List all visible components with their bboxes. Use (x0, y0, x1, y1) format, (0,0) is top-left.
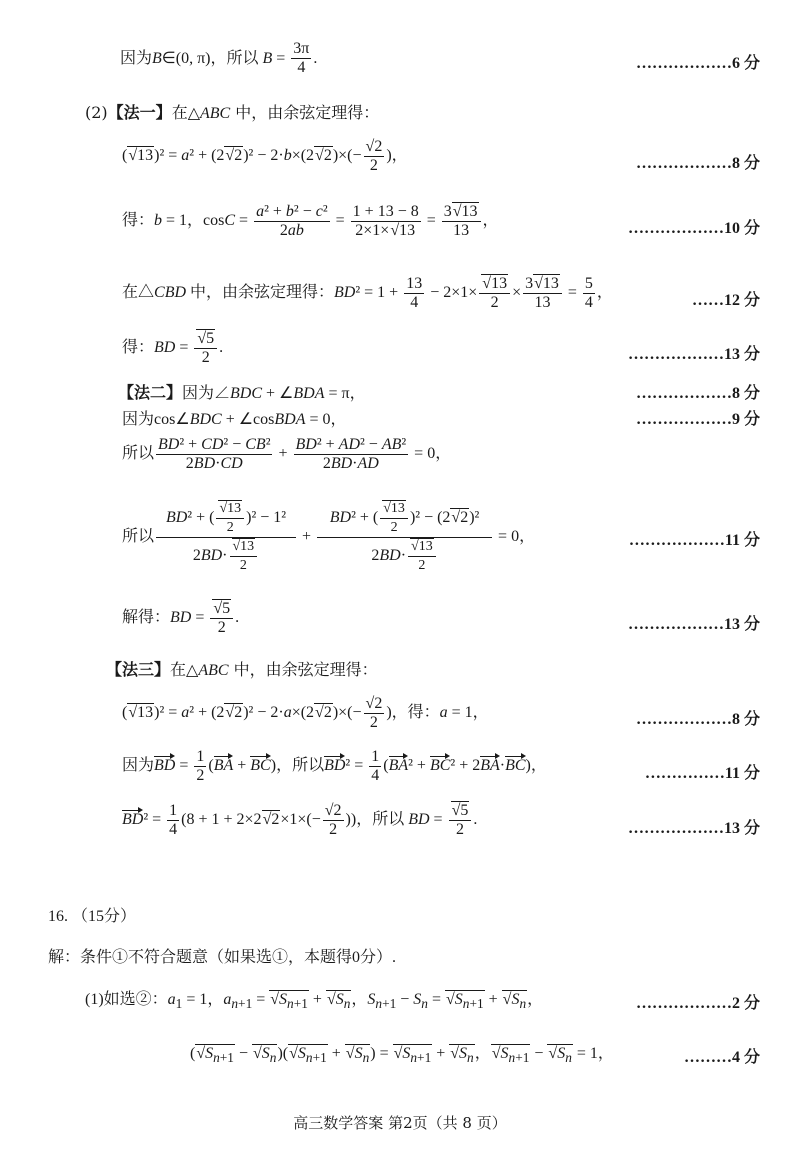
vector-bd-expression: 因为BD = $\frac{1}{2}$ (BA + BC)，所以BD² = $\frac{1}{4}$ (BA² + BC² + 2BA·BC)， (122, 748, 547, 784)
triangle-cbd-bd-squared: 在△CBD 中，由余弦定理得：BD² = 1 + $\frac{13}{4}$ − 2×1× $\frac{√13}{2}$ × $\frac{3√13}{13}$ = $\frac{5}{4}$ ， (122, 275, 613, 311)
method-three-heading: 【法三】在△ABC 中，由余弦定理得： (106, 660, 378, 679)
page-footer: 高三数学答案 第2页（共 8 页） (293, 1114, 507, 1132)
points-marker: ……………11 分 (644, 765, 760, 782)
points-marker: ………………10 分 (627, 220, 760, 237)
points-marker: ………………8 分 (635, 385, 760, 402)
option-two-setup: (1)如选②：$a_1 = 1$，$a_{n+1} = √S_{n+1} + √S_n$，$S_{n+1} - S_n = √S_{n+1} + √S_n$， (85, 991, 544, 1012)
method-one-heading: (2)【法一】在△ABC 中，由余弦定理得： (85, 103, 380, 122)
result-bd-method-two: 解得：BD = $\frac{√5}{2}$ . (122, 600, 240, 636)
points-marker: ………………8 分 (635, 155, 760, 172)
condition-note: 解：条件①不符合题意（如果选①，本题得0分）. (48, 949, 397, 966)
points-marker: ………………13 分 (627, 346, 760, 363)
result-bd-method-three: BD² = $\frac{1}{4}$ (8 + 1 + 2×2√2×1×(− $\frac{√2}{2}$ ))，所以 BD = $\frac{√5}{2}$ . (122, 802, 478, 838)
points-marker: ………………6 分 (635, 55, 760, 72)
question-16-heading: 16. （15分） (48, 908, 137, 925)
substituted-fraction-sum: 所以 BD² + ( $\frac{√13}{2}$ )² − 1² 2BD· $\frac{√13}{2}$ + BD² + ( $\frac{√13}{2}$ )² − (2√2)² 2BD· $\frac{√13}{2}$ = 0， (122, 501, 536, 573)
result-bd-method-one: 得：BD = $\frac{√5}{2}$ . (122, 330, 224, 366)
law-of-cosines-eq-3: (√13)² = a² + (2√2)² − 2·a×(2√2)×(− $\frac{√2}{2}$ )，得：a = 1， (122, 695, 489, 731)
cosine-fraction-sum: 所以 $\frac{\text{BD² + CD² − CB²}}{2BD\cdot CD}$ + $\frac{\text{BD² + AD² − AB²}}{2BD\cdot AD}$ = 0， (122, 436, 452, 472)
solve-b-cosc: 得：b = 1，cosC = $\frac{\text{a² + b² − c²}}{2ab}$ = $\frac{1 + 13 - 8}{2\times 1\times√13}$ = $\frac{3√13}{13}$ ， (122, 203, 499, 239)
points-marker: ………………13 分 (627, 820, 760, 837)
step-angle-b: 因为B∈(0, π)，所以 B = $\frac{3\pi}{4}$ . (120, 40, 318, 76)
points-marker: ………4 分 (683, 1049, 760, 1066)
points-marker: ……12 分 (691, 292, 760, 309)
points-marker: ………………9 分 (635, 411, 760, 428)
points-marker: ………………2 分 (635, 995, 760, 1012)
cos-sum-zero: 因为cos∠BDC + ∠cosBDA = 0， (122, 411, 347, 428)
points-marker: ………………13 分 (627, 616, 760, 633)
points-marker: ………………11 分 (628, 532, 760, 549)
method-two-heading: 【法二】因为∠BDC + ∠BDA = π， (118, 385, 366, 402)
points-marker: ………………8 分 (635, 711, 760, 728)
sqrt-sn-difference: $(√S_{n+1} - √S_n)(√S_{n+1} + √S_n) = √S_{n+1} + √S_n$，$√S_{n+1} - √S_n = 1$， (190, 1045, 614, 1066)
law-of-cosines-eq-1: (√13)² = a² + (2√2)² − 2·b×(2√2)×(− $\frac{√2}{2}$ )， (122, 138, 408, 174)
